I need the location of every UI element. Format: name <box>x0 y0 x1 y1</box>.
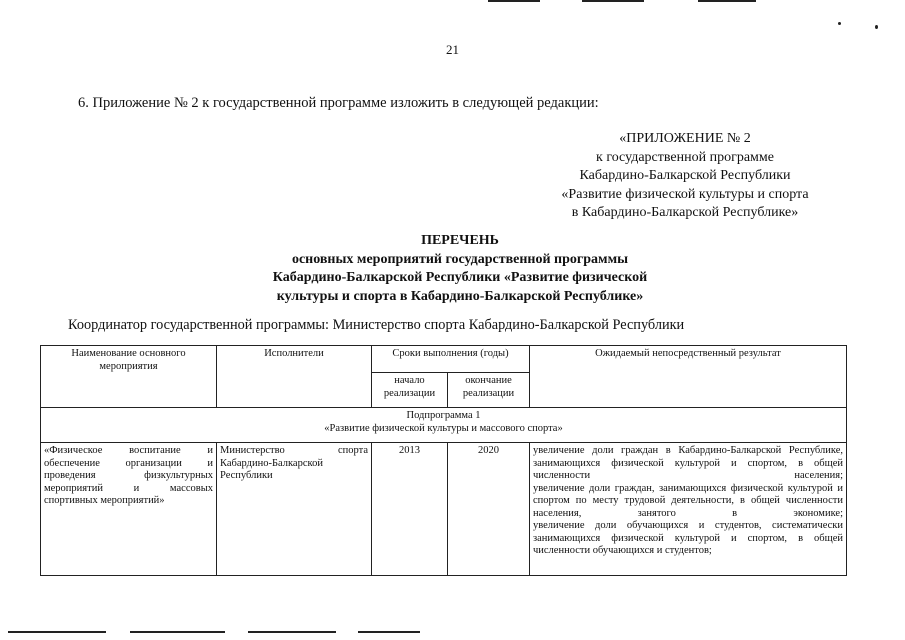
result-item: увеличение доли обучающихся и студентов, систематически занимающихся физической культурой и спортом, в общей численности обучающихся и студентов; <box>533 520 843 556</box>
subprogram-cell <box>41 408 847 443</box>
footer-line <box>358 631 420 633</box>
intro-paragraph: 6. Приложение № 2 к государственной программе изложить в следующей редакции: <box>78 95 599 111</box>
table-header-row <box>41 346 847 373</box>
end-year: 2020 <box>478 445 499 456</box>
header-end <box>448 373 530 408</box>
appendix-line: «ПРИЛОЖЕНИЕ № 2 <box>619 131 751 146</box>
appendix-line: Кабардино-Балкарской Республики <box>579 168 791 183</box>
measure-name-cell <box>41 443 217 576</box>
header-executors-text: Исполнители <box>264 348 324 359</box>
start-year: 2013 <box>399 445 420 456</box>
end-year-cell <box>448 443 530 576</box>
subprogram-number: Подпрограмма 1 <box>406 410 481 421</box>
footer-line <box>130 631 225 633</box>
header-executors <box>217 346 372 408</box>
appendix-line: «Развитие физической культуры и спорта <box>561 186 809 202</box>
header-result-text: Ожидаемый непосредственный результат <box>595 348 781 359</box>
document-title <box>200 232 720 306</box>
measure-name: «Физическое воспитание и обеспечение организации и проведения физкультурных мероприятий и массовых спортивных мероприятий» <box>44 445 213 506</box>
result-item: увеличение доли граждан, занимающихся физической культурой и спортом по месту трудовой деятельности, в общей численности населения, занятого в экономике; <box>533 482 843 519</box>
result-item: увеличение доли граждан в Кабардино-Балкарской Республике, занимающихся физической культурой и спортом, в общей численности населения; <box>533 445 843 481</box>
measures-table <box>40 345 847 576</box>
header-result <box>530 346 847 408</box>
header-end-text: окончание реализации <box>462 375 515 399</box>
scan-mark <box>488 0 540 2</box>
title-line: ПЕРЕЧЕНЬ <box>421 233 499 248</box>
scan-mark <box>582 0 644 2</box>
subprogram-row <box>41 408 847 443</box>
scan-mark <box>698 0 756 2</box>
coordinator-line: Координатор государственной программы: Министерство спорта Кабардино-Балкарской Республики <box>68 317 685 333</box>
page-number: 21 <box>446 42 459 57</box>
scan-speck <box>875 25 878 29</box>
result-cell <box>530 443 847 576</box>
title-line: основных мероприятий государственной программы <box>291 251 629 267</box>
scan-speck <box>838 22 841 25</box>
executor-name: Министерство спорта Кабардино-Балкарской Республики <box>220 445 368 481</box>
header-terms-text: Сроки выполнения (годы) <box>392 348 509 359</box>
start-year-cell <box>372 443 448 576</box>
header-start <box>372 373 448 408</box>
subprogram-title: «Развитие физической культуры и массового спорта» <box>324 422 563 434</box>
header-start-text: начало реализации <box>383 375 436 399</box>
appendix-line: к государственной программе <box>596 149 774 165</box>
header-name <box>41 346 217 408</box>
title-line: культуры и спорта в Кабардино-Балкарской Республике» <box>276 288 644 304</box>
title-line: Кабардино-Балкарской Республики «Развитие физической <box>272 270 648 285</box>
executor-cell <box>217 443 372 576</box>
footer-line <box>248 631 336 633</box>
footer-line <box>8 631 106 633</box>
header-terms <box>372 346 530 373</box>
appendix-line: в Кабардино-Балкарской Республике» <box>571 205 799 220</box>
header-name-text: Наименование основного мероприятия <box>71 348 186 372</box>
appendix-heading <box>520 130 850 223</box>
table-row <box>41 443 847 576</box>
